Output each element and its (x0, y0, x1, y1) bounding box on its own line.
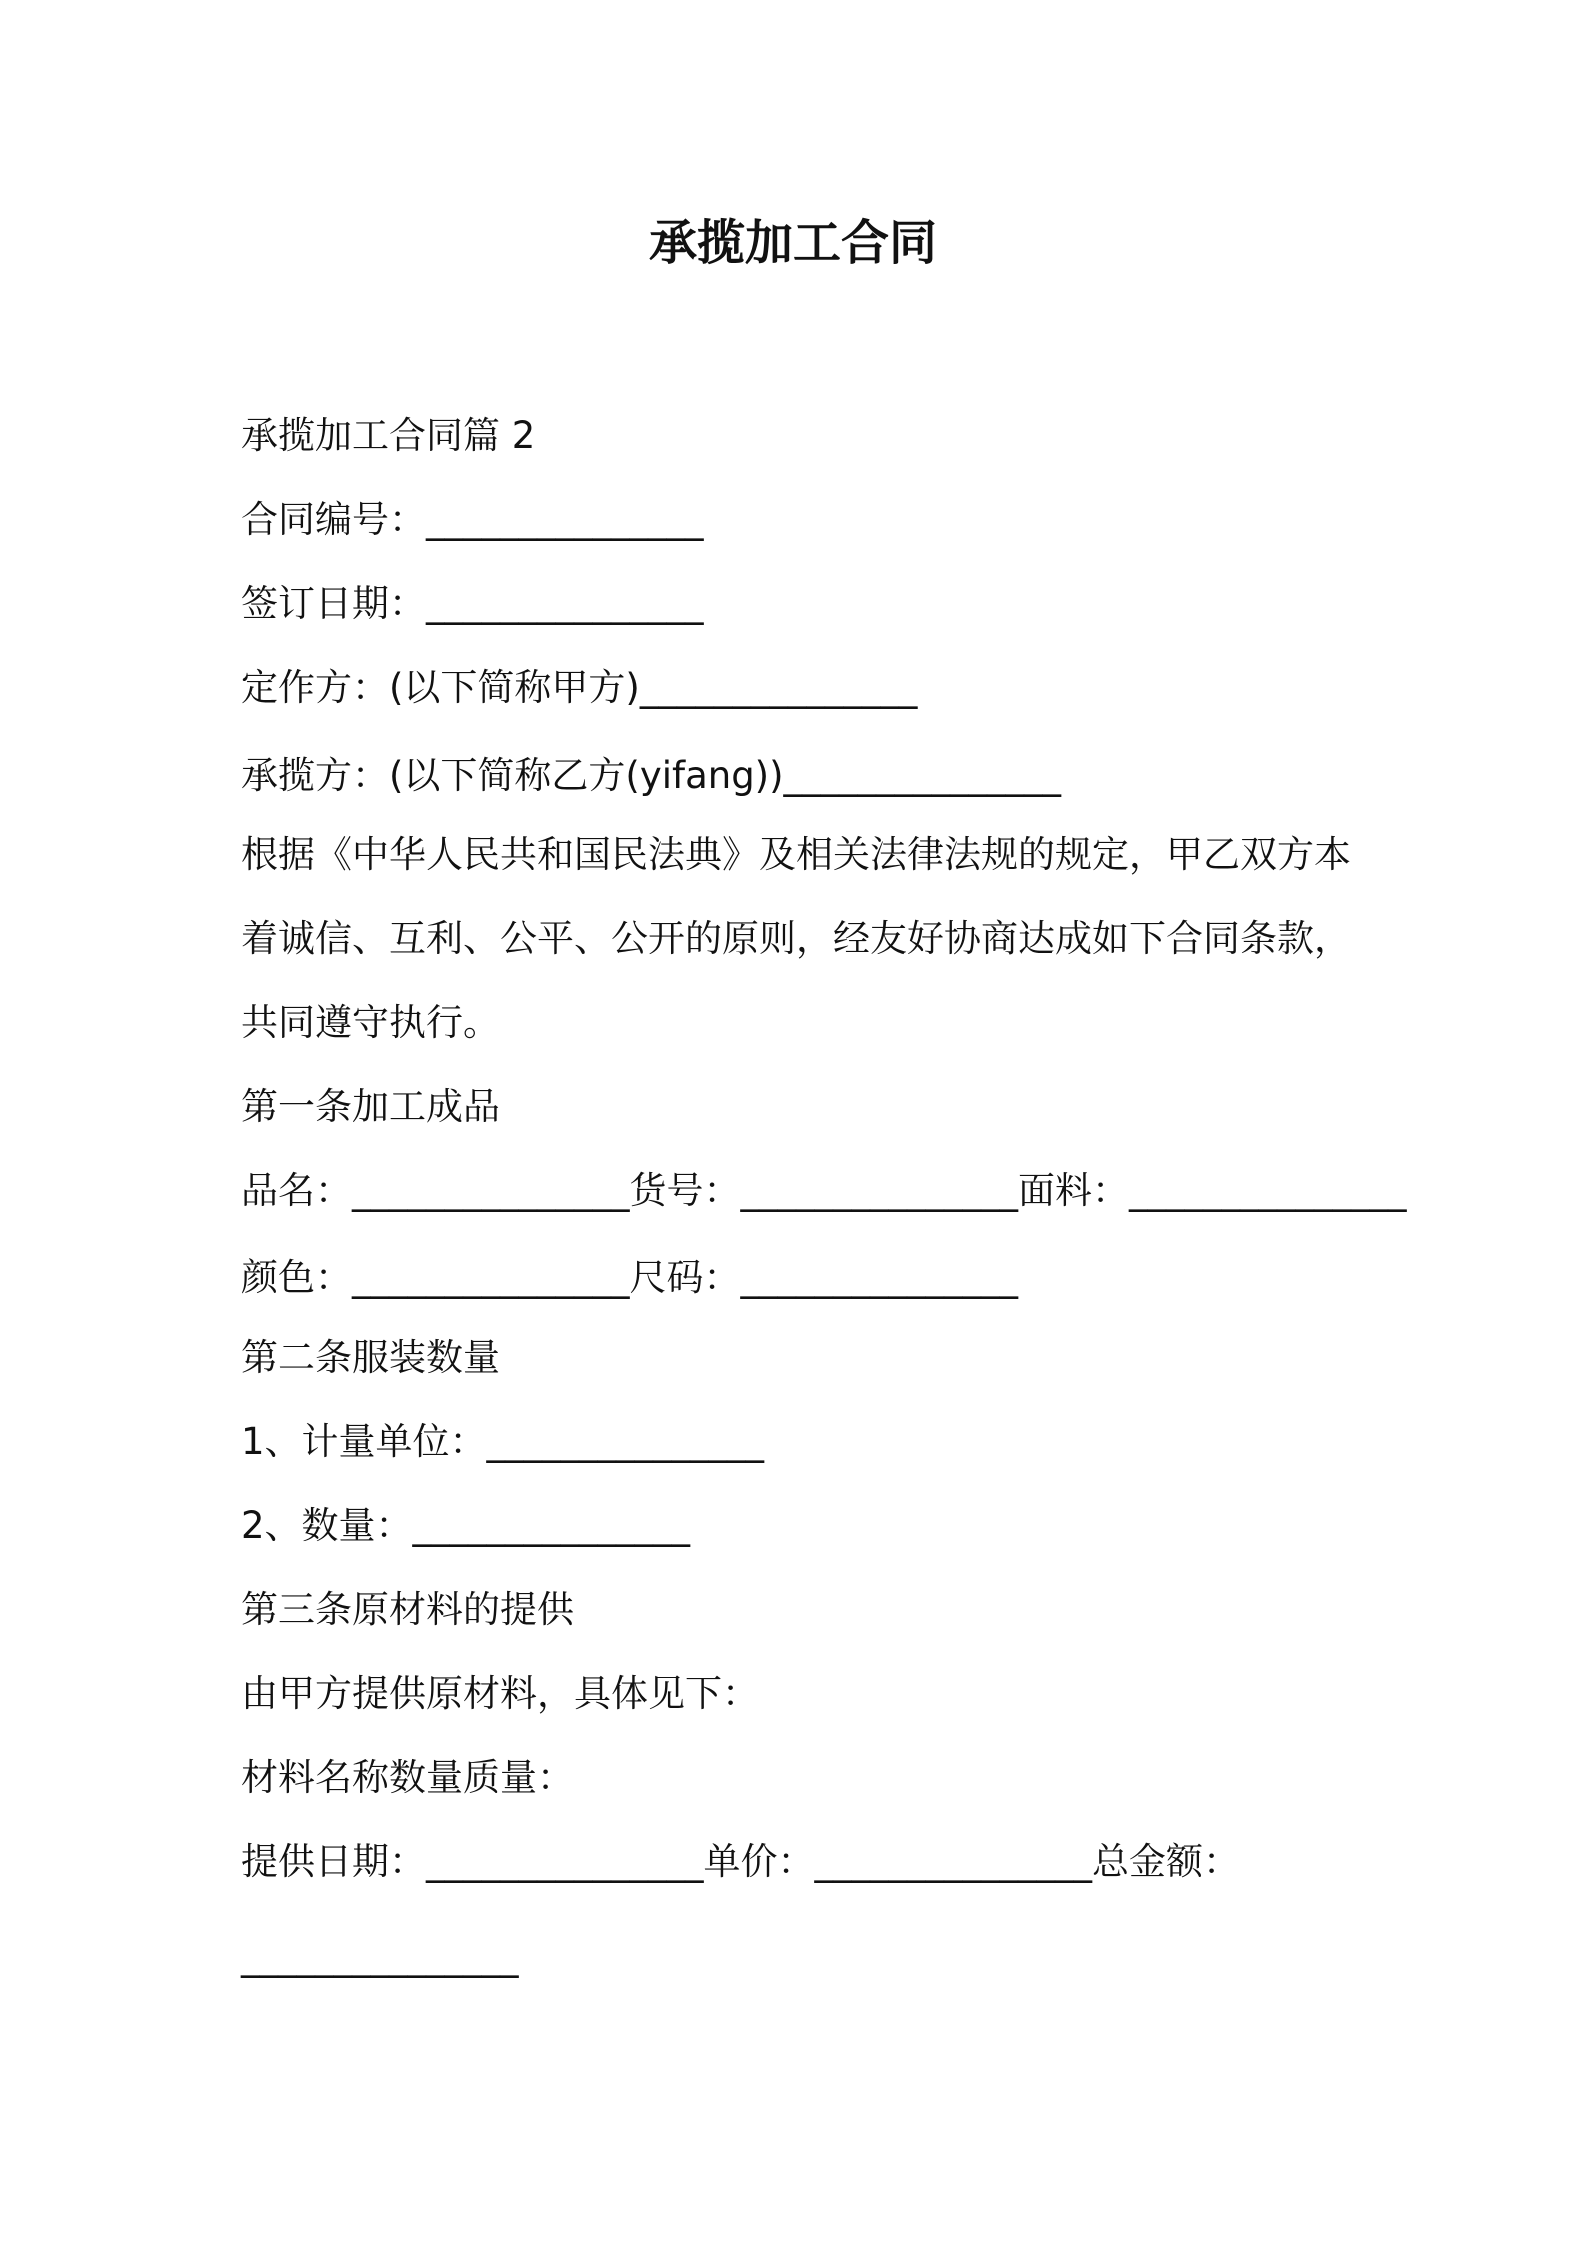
article-1-heading: 第一条加工成品 (241, 1085, 500, 1128)
color-size-line: 颜色：_______________尺码：_______________ (241, 1256, 1018, 1299)
total-amount-blank: _______________ (241, 1935, 519, 1978)
article-3-heading: 第三条原材料的提供 (241, 1588, 574, 1631)
document-title: 承揽加工合同 (648, 215, 937, 271)
materials-intro-line: 由甲方提供原材料，具体见下： (241, 1672, 759, 1715)
signing-date-line: 签订日期：_______________ (241, 582, 704, 625)
product-info-line: 品名：_______________货号：_______________面料：_______________ (241, 1169, 1407, 1212)
contract-number-line: 合同编号：_______________ (241, 498, 704, 541)
quantity-line: 2、数量：_______________ (241, 1504, 691, 1547)
preamble-line-3: 共同遵守执行。 (241, 1001, 500, 1044)
contract-subtitle: 承揽加工合同篇 2 (241, 414, 536, 457)
materials-detail-line: 材料名称数量质量： (241, 1756, 574, 1799)
supply-date-price-line: 提供日期：_______________单价：_______________总金额： (241, 1840, 1240, 1883)
preamble-line-1: 根据《中华人民共和国民法典》及相关法律法规的规定，甲乙双方本 (241, 833, 1351, 876)
article-2-heading: 第二条服装数量 (241, 1336, 500, 1379)
party-a-line: 定作方：(以下简称甲方)_______________ (241, 666, 918, 709)
unit-line: 1、计量单位：_______________ (241, 1420, 765, 1463)
preamble-line-2: 着诚信、互利、公平、公开的原则，经友好协商达成如下合同条款， (241, 917, 1351, 960)
party-b-line: 承揽方：(以下简称乙方(yifang))_______________ (241, 754, 1062, 797)
